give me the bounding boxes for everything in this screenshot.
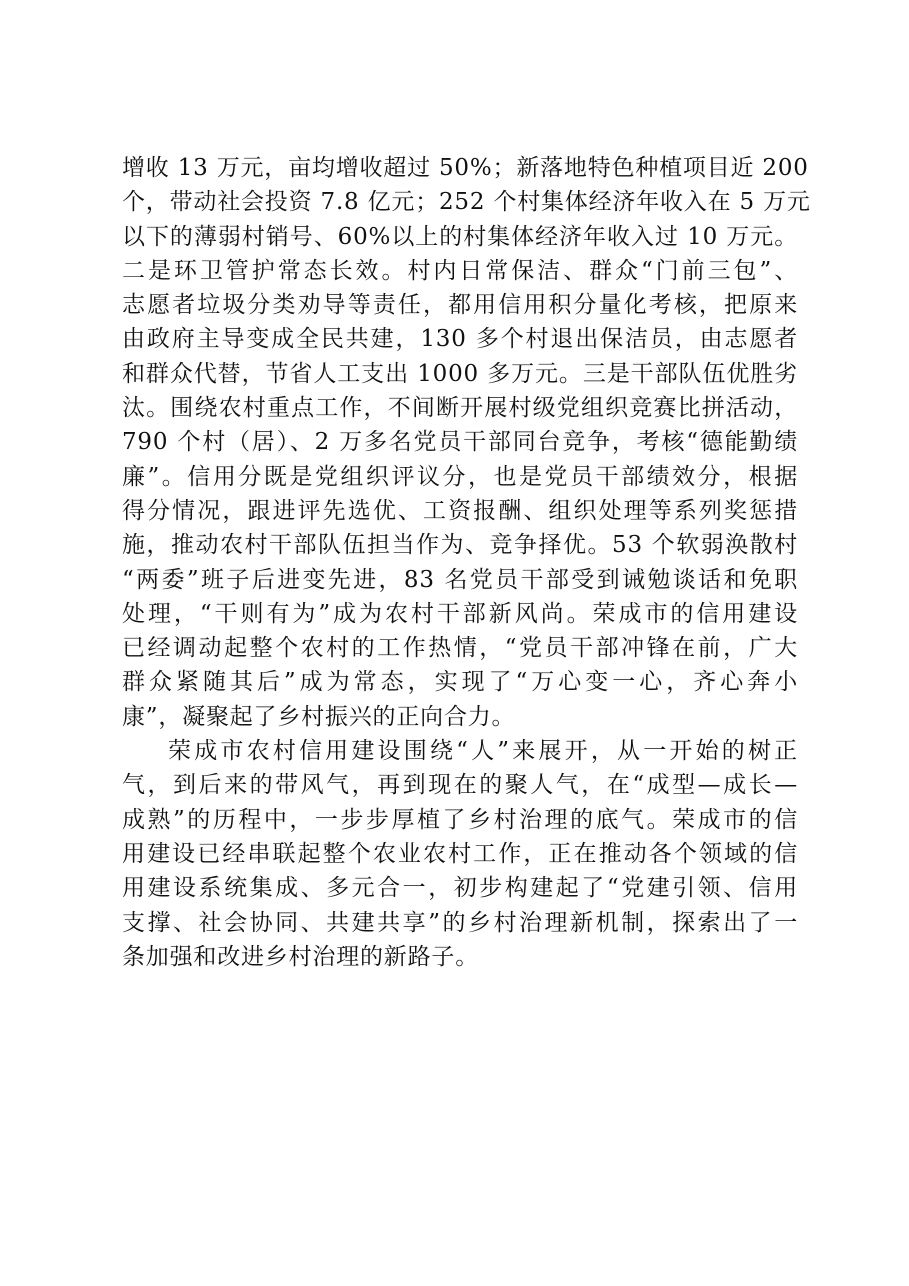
text-line: 用建设已经串联起整个农业农村工作，正在推动各个领域的信 [122, 840, 798, 867]
text-line: 康”，凝聚起了乡村振兴的正向合力。 [122, 703, 516, 730]
text-line: 支撑、社会协同、共建共享”的乡村治理新机制，探索出了一 [122, 909, 798, 936]
text-line: 处理，“干则有为”成为农村干部新风尚。荣成市的信用建设 [122, 600, 798, 627]
text-line: 用建设系统集成、多元合一，初步构建起了“党建引领、信用 [122, 875, 798, 902]
text-line: 和群众代替，节省人工支出 1000 多万元。三是干部队伍优胜劣 [122, 360, 798, 387]
text-line: 个，带动社会投资 7.8 亿元；252 个村集体经济年收入在 5 万元 [122, 189, 811, 216]
text-line: 已经调动起整个农村的工作热情，“党员干部冲锋在前，广大 [122, 635, 798, 662]
text-line: 790 个村（居）、2 万多名党员干部同台竞争，考核“德能勤绩 [122, 429, 798, 456]
text-line: 志愿者垃圾分类劝导等责任，都用信用积分量化考核，把原来 [122, 292, 798, 319]
text-line: 由政府主导变成全民共建，130 多个村退出保洁员，由志愿者 [122, 326, 798, 353]
paragraph-1 [122, 151, 811, 734]
text-line: 条加强和改进乡村治理的新路子。 [122, 943, 479, 970]
document-body [122, 151, 811, 974]
text-line: 汰。围绕农村重点工作，不间断开展村级党组织竞赛比拼活动， [122, 395, 798, 422]
text-line: 得分情况，跟进评先选优、工资报酬、组织处理等系列奖惩措 [122, 497, 798, 524]
text-line: “两委”班子后进变先进，83 名党员干部受到诫勉谈话和免职 [122, 566, 798, 593]
text-line: 成熟”的历程中，一步步厚植了乡村治理的底气。荣成市的信 [122, 806, 798, 833]
text-line: 荣成市农村信用建设围绕“人”来展开，从一开始的树正 [168, 738, 798, 765]
text-line: 二是环卫管护常态长效。村内日常保洁、群众“门前三包”、 [122, 257, 798, 284]
text-line: 群众紧随其后”成为常态，实现了“万心变一心，齐心奔小 [122, 669, 798, 696]
text-line: 廉”。信用分既是党组织评议分，也是党员干部绩效分，根据 [122, 463, 798, 490]
paragraph-2 [122, 734, 798, 974]
text-line: 施，推动农村干部队伍担当作为、竞争择优。53 个软弱涣散村 [122, 532, 798, 559]
text-line: 气，到后来的带风气，再到现在的聚人气，在“成型—成长— [122, 772, 798, 799]
text-line: 增收 13 万元，亩均增收超过 50%；新落地特色种植项目近 200 [122, 155, 809, 181]
text-line: 以下的薄弱村销号、60%以上的村集体经济年收入过 10 万元。 [122, 223, 798, 250]
